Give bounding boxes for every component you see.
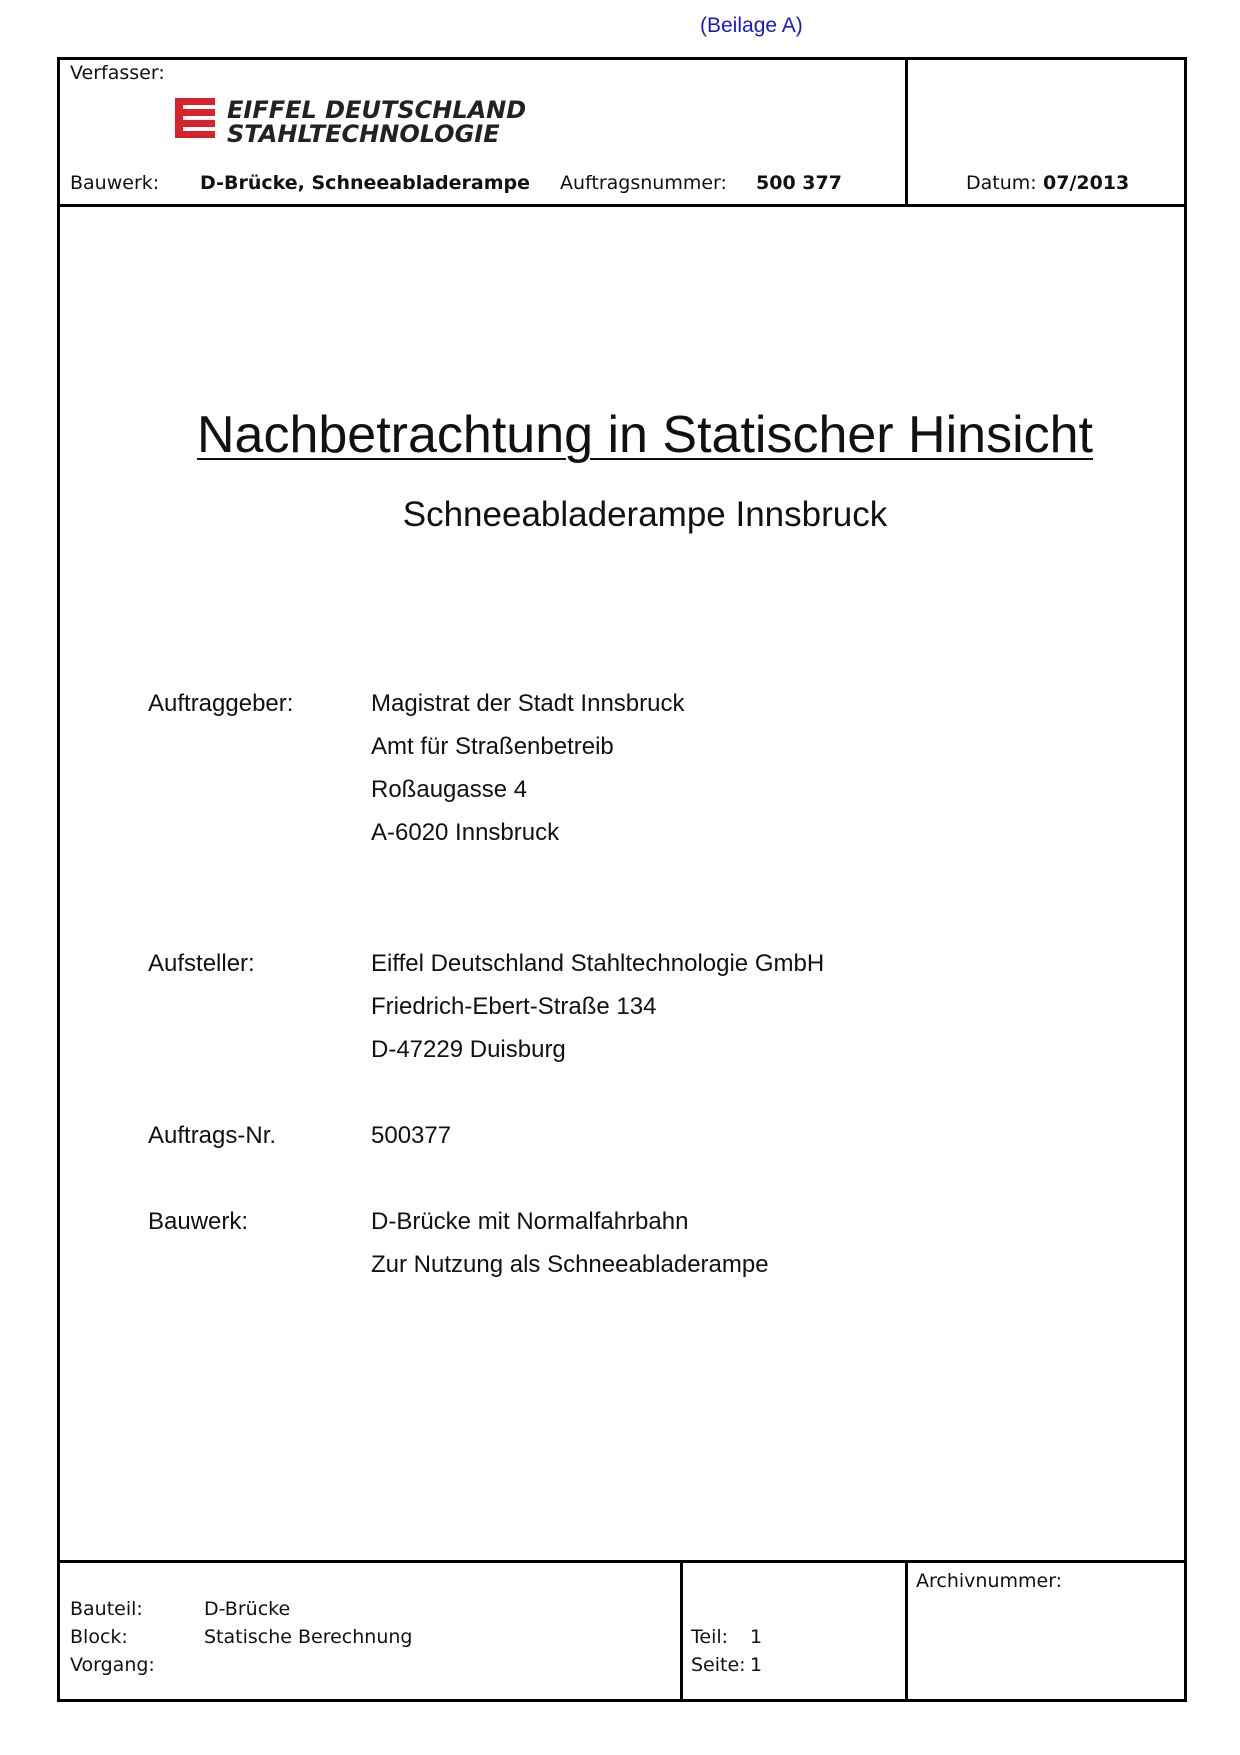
- auftraggeber-label: Auftraggeber:: [148, 690, 294, 717]
- archivnummer-label: Archivnummer:: [916, 1570, 1063, 1592]
- footer-divider-horizontal: [57, 1560, 1187, 1563]
- vorgang-label: Vorgang:: [70, 1654, 155, 1676]
- bauwerk-line: D-Brücke mit Normalfahrbahn: [371, 1208, 689, 1235]
- seite-label: Seite:: [691, 1654, 746, 1676]
- datum-label: Datum:: [966, 172, 1037, 194]
- header-divider-vertical: [905, 57, 908, 207]
- block-value: Statische Berechnung: [204, 1626, 413, 1648]
- bauwerk-line: Zur Nutzung als Schneeabladerampe: [371, 1251, 769, 1278]
- aufsteller-label: Aufsteller:: [148, 950, 255, 977]
- aufsteller-line: D-47229 Duisburg: [371, 1036, 566, 1063]
- header-bauwerk-value: D-Brücke, Schneeabladerampe: [200, 172, 530, 194]
- company-logo: [175, 96, 535, 146]
- header-bauwerk-label: Bauwerk:: [70, 172, 160, 194]
- auftragsnummer-value: 500 377: [756, 172, 842, 194]
- auftragsnummer-label: Auftragsnummer:: [560, 172, 727, 194]
- logo-line-1: EIFFEL DEUTSCHLAND: [227, 96, 527, 124]
- teil-label: Teil:: [691, 1626, 729, 1648]
- auftraggeber-line: Roßaugasse 4: [371, 776, 528, 803]
- footer-divider-right: [905, 1560, 908, 1702]
- auftraggeber-line: A-6020 Innsbruck: [371, 819, 560, 846]
- datum-value: 07/2013: [1043, 172, 1130, 194]
- auftragsnr-label: Auftrags-Nr.: [148, 1122, 277, 1149]
- auftragsnr-value: 500377: [371, 1122, 452, 1149]
- beilage-label: (Beilage A): [700, 14, 803, 37]
- bauwerk-label: Bauwerk:: [148, 1208, 249, 1235]
- auftraggeber-line: Amt für Straßenbetreib: [371, 733, 614, 760]
- footer-divider-left: [680, 1560, 683, 1702]
- bauteil-label: Bauteil:: [70, 1598, 143, 1620]
- auftraggeber-line: Magistrat der Stadt Innsbruck: [371, 690, 685, 717]
- aufsteller-line: Eiffel Deutschland Stahltechnologie GmbH: [371, 950, 825, 977]
- seite-value: 1: [750, 1654, 763, 1676]
- logo-line-2: STAHLTECHNOLOGIE: [227, 120, 500, 146]
- header-divider-horizontal: [57, 204, 1187, 207]
- page-subtitle: Schneeabladerampe Innsbruck: [402, 495, 888, 534]
- logo-mark-icon: [175, 98, 215, 138]
- teil-value: 1: [750, 1626, 763, 1648]
- block-label: Block:: [70, 1626, 128, 1648]
- bauteil-value: D-Brücke: [204, 1598, 291, 1620]
- title-block-frame: [57, 57, 1187, 1702]
- aufsteller-line: Friedrich-Ebert-Straße 134: [371, 993, 657, 1020]
- verfasser-label: Verfasser:: [70, 62, 165, 84]
- page-title: Nachbetrachtung in Statischer Hinsicht: [196, 406, 1093, 464]
